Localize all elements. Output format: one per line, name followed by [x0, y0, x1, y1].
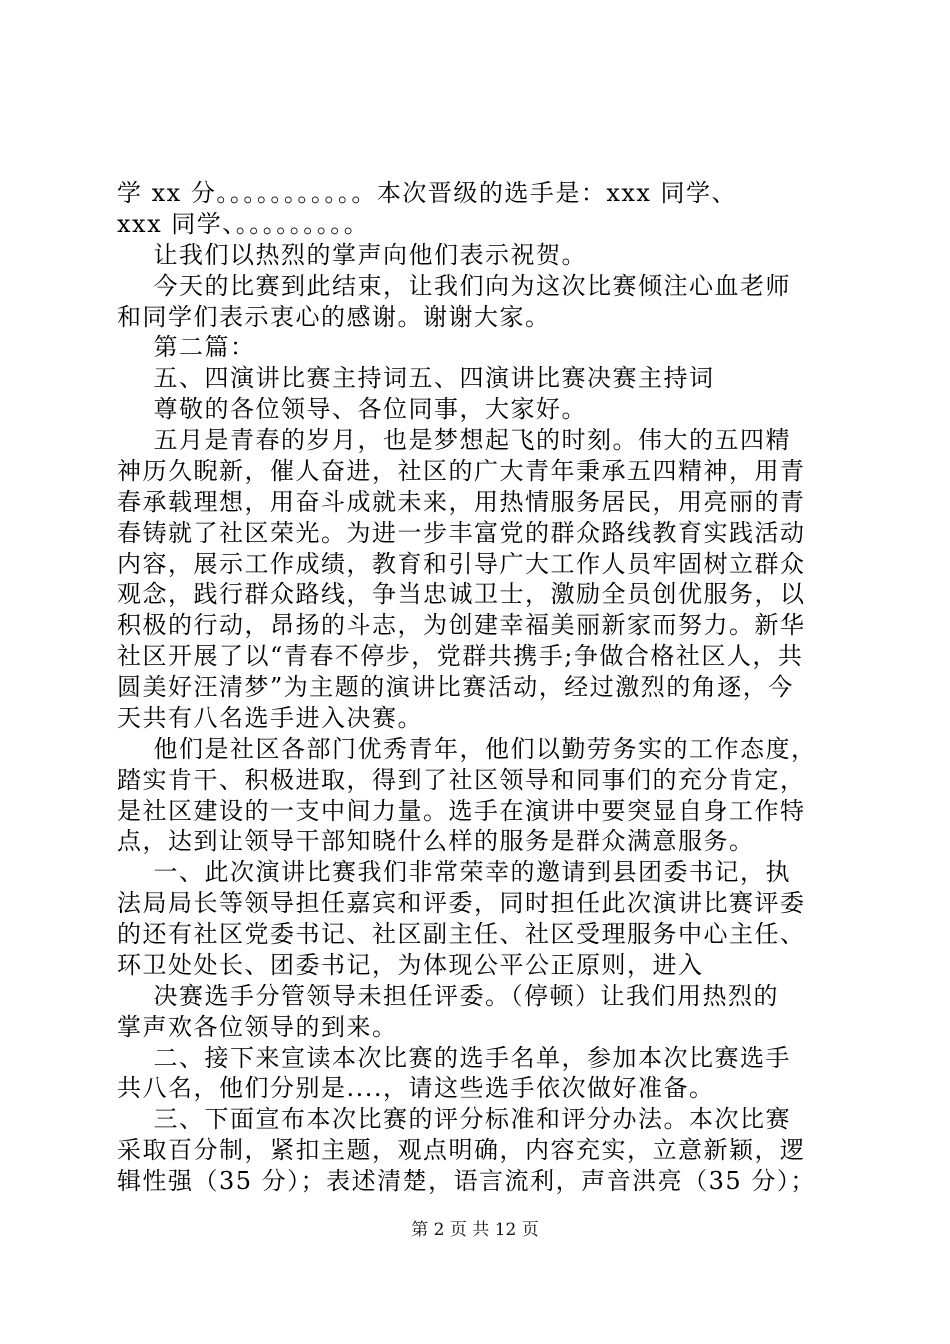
text-line: 踏实肯干、积极进取，得到了社区领导和同事们的充分肯定， — [117, 766, 806, 794]
text-line: 环卫处处长、团委书记，为体现公平公正原则，进入 — [117, 951, 704, 979]
section-title: 五、四演讲比赛主持词五、四演讲比赛决赛主持词 — [117, 364, 715, 392]
text-line: 社区开展了以“青春不停步，党群共携手;争做合格社区人，共 — [117, 642, 804, 670]
text-line: 点，达到让领导干部知晓什么样的服务是群众满意服务。 — [117, 827, 755, 855]
text-line: 二、接下来宣读本次比赛的选手名单，参加本次比赛选手 — [117, 1044, 792, 1072]
text-line: 天共有八名选手进入决赛。 — [117, 704, 423, 732]
text-line: 让我们以热烈的掌声向他们表示祝贺。 — [117, 241, 588, 269]
text-line: 尊敬的各位领导、各位同事，大家好。 — [117, 395, 588, 423]
section-heading: 第二篇： — [117, 333, 256, 361]
text-line: 辑性强（35 分）；表述清楚，语言流利，声音洪亮（35 分）； — [117, 1167, 816, 1195]
text-line: 五月是青春的岁月，也是梦想起飞的时刻。伟大的五四精 — [117, 426, 792, 454]
text-line: 采取百分制，紧扣主题，观点明确，内容充实，立意新颖，逻 — [117, 1136, 806, 1164]
text-line: 决赛选手分管领导未担任评委。（停顿）让我们用热烈的 — [117, 982, 780, 1010]
text-line: 内容，展示工作成绩，教育和引导广大工作人员牢固树立群众 — [117, 550, 806, 578]
text-line: 积极的行动，昂扬的斗志，为创建幸福美丽新家而努力。新华 — [117, 611, 806, 639]
text-line: 观念，践行群众路线，争当忠诚卫士，激励全员创优服务，以 — [117, 580, 806, 608]
text-line: 三、下面宣布本次比赛的评分标准和评分办法。本次比赛 — [117, 1105, 792, 1133]
text-line: 学 xx 分。。。。。。。。。。。本次晋级的选手是：xxx 同学、 — [117, 179, 738, 207]
text-line: 的还有社区党委书记、社区副主任、社区受理服务中心主任、 — [117, 920, 806, 948]
text-line: 法局局长等领导担任嘉宾和评委，同时担任此次演讲比赛评委 — [117, 889, 806, 917]
page-number-footer: 第 2 页 共 12 页 — [411, 1220, 539, 1240]
text-line: 是社区建设的一支中间力量。选手在演讲中要突显自身工作特 — [117, 797, 806, 825]
text-line: xxx 同学、。。。。。。。。。 — [117, 210, 370, 238]
text-line: 掌声欢各位领导的到来。 — [117, 1013, 398, 1041]
text-line: 神历久睨新，催人奋进，社区的广大青年秉承五四精神，用青 — [117, 457, 806, 485]
text-line: 春承载理想，用奋斗成就未来，用热情服务居民，用亮丽的青 — [117, 488, 806, 516]
text-line: 今天的比赛到此结束，让我们向为这次比赛倾注心血老师 — [117, 272, 792, 300]
text-line: 他们是社区各部门优秀青年，他们以勤劳务实的工作态度， — [117, 735, 817, 763]
text-line: 共八名，他们分别是....，请这些选手依次做好准备。 — [117, 1074, 715, 1102]
text-line: 一、此次演讲比赛我们非常荣幸的邀请到县团委书记，执 — [117, 858, 792, 886]
text-line: 春铸就了社区荣光。为进一步丰富党的群众路线教育实践活动 — [117, 519, 806, 547]
text-line: 和同学们表示衷心的感谢。谢谢大家。 — [117, 303, 551, 331]
text-line: 圆美好汪清梦”为主题的演讲比赛活动，经过激烈的角逐，今 — [117, 673, 794, 701]
